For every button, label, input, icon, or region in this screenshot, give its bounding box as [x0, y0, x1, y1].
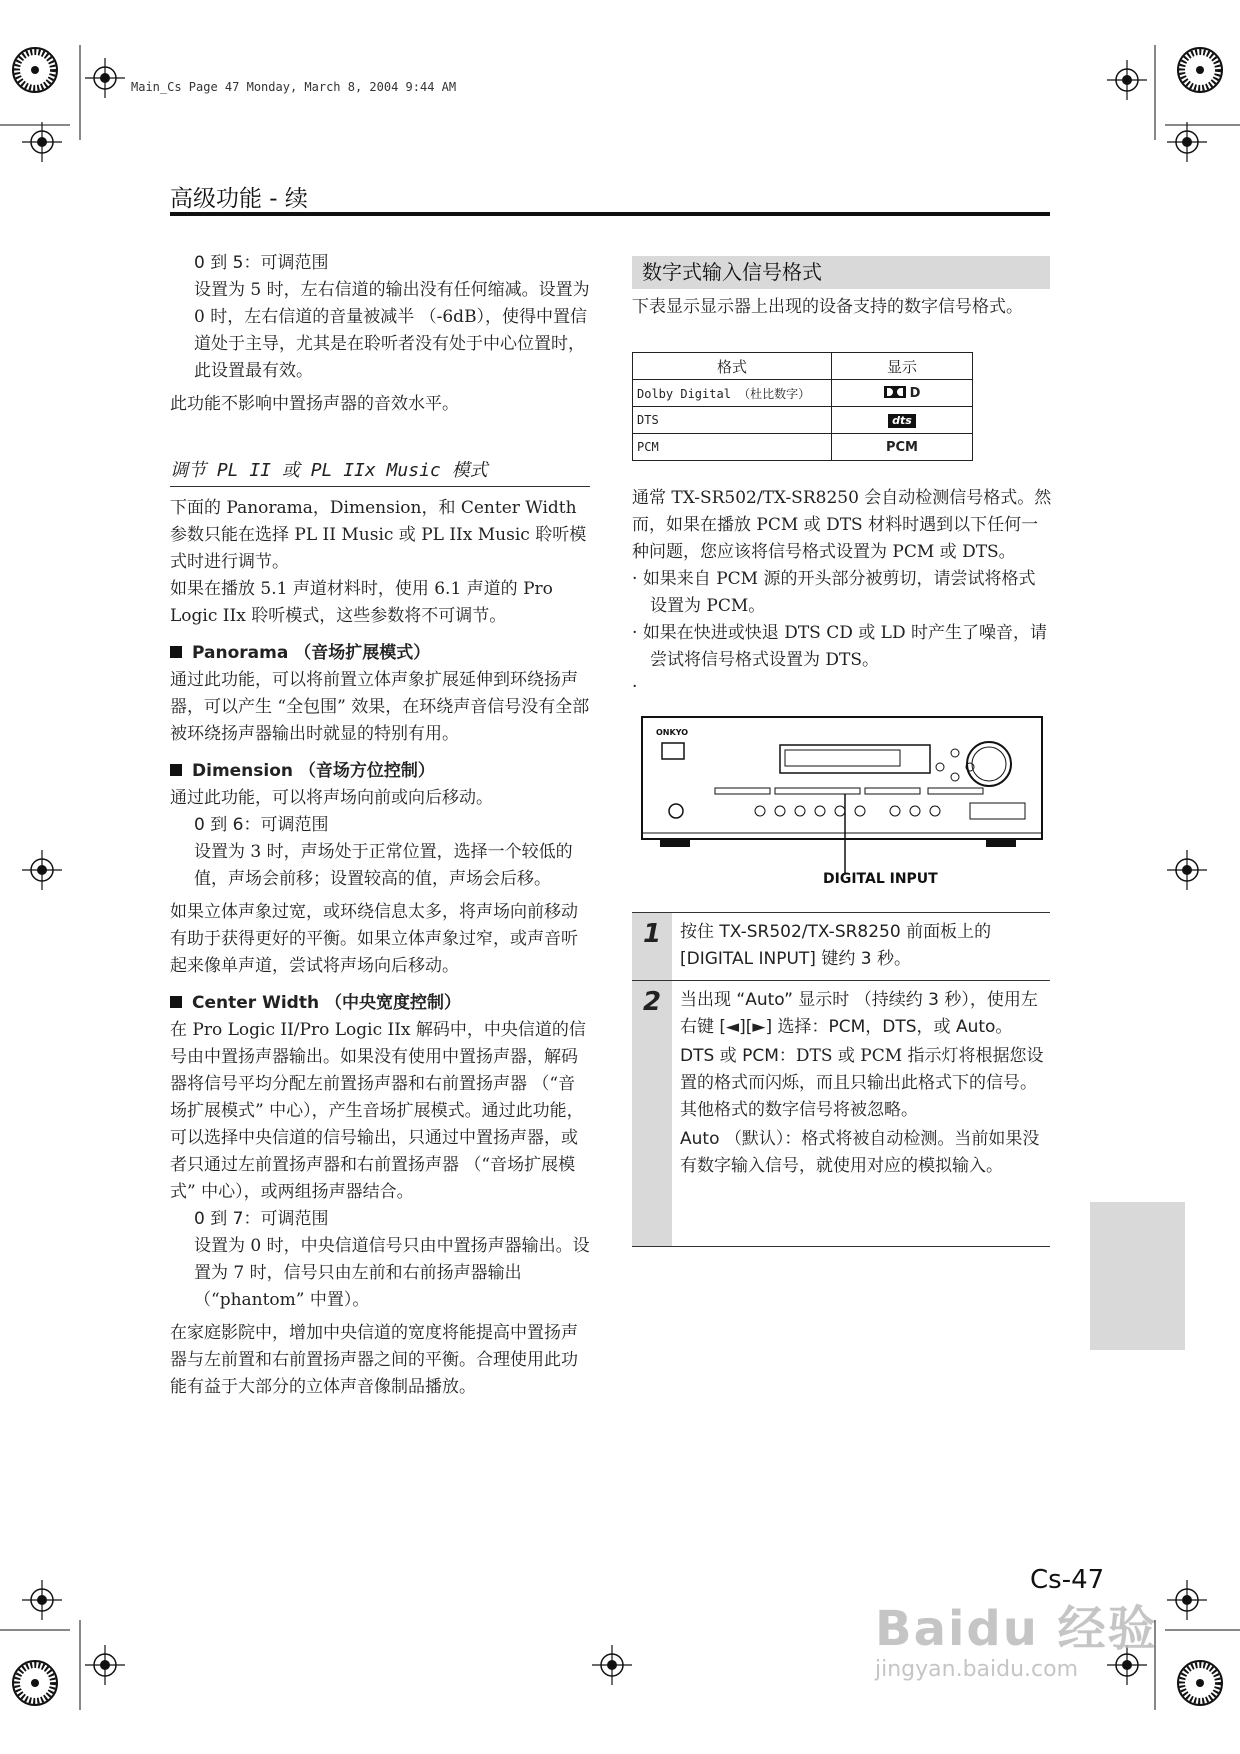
bullet-item: · 如果在快进或快退 DTS CD 或 LD 时产生了噪音，请尝试将信号格式设置为 DTS。: [632, 623, 1048, 670]
table-row: [633, 380, 973, 407]
dts-logo-icon: dts: [888, 414, 916, 428]
dts-pcm-text: DTS 或 PCM 指示灯将根据您设置的格式而闪烁，而且只输出此格式下的信号。其他格式的数字信号将被忽略。: [680, 1046, 1044, 1120]
range1-label: 0 到 5：可调范围: [194, 253, 329, 273]
table-cell-format: DTS: [633, 407, 832, 434]
square-bullet-icon: [170, 646, 182, 658]
side-tab: [1090, 1202, 1185, 1350]
page-title: 高级功能 - 续: [170, 186, 308, 212]
auto-text: 格式将被自动检测。当前如果没有数字输入信号，就使用对应的模拟输入。: [680, 1129, 1040, 1176]
dimension-heading: Dimension （音场方位控制）: [170, 756, 590, 781]
dolby-logo-icon: [884, 386, 906, 398]
title-rule: [170, 212, 1050, 216]
range2-text: 设置为 3 时，声场处于正常位置，选择一个较低的值，声场会前移；设置较高的值，声场会后移。: [194, 842, 573, 889]
range3-label: 0 到 7：可调范围: [194, 1209, 329, 1229]
dimension-paragraph-2: 如果立体声象过宽，或环绕信息太多，将声场向前移动有助于获得更好的平衡。如果立体声象过窄，或声音听起来像单声道，尝试将声场向后移动。: [170, 902, 578, 976]
pl-section-heading: 调节 PL II 或 PL IIx Music 模式: [170, 456, 590, 487]
table-header-row: [633, 353, 973, 380]
square-bullet-icon: [170, 764, 182, 776]
table-cell-display: PCM: [832, 434, 973, 461]
table-header: 格式: [633, 353, 832, 380]
step-number: 1: [632, 913, 672, 981]
step-2: [632, 980, 1050, 1247]
step-number: 2: [632, 981, 672, 1246]
panorama-heading: Panorama （音场扩展模式）: [170, 638, 590, 663]
page-number: Cs-47: [1030, 1565, 1105, 1595]
bullet-item: · 如果来自 PCM 源的开头部分被剪切，请尝试将格式设置为 PCM。: [632, 569, 1036, 616]
range2-label: 0 到 6：可调范围: [194, 815, 329, 835]
right-body: [632, 485, 1052, 701]
receiver-front-panel-illustration: [640, 715, 1050, 895]
center-width-heading: Center Width （中央宽度控制）: [170, 988, 590, 1013]
square-bullet-icon: [170, 996, 182, 1008]
auto-label: Auto （默认）：: [680, 1129, 802, 1149]
brand-logo: ONKYO: [656, 728, 689, 737]
section-title: 数字式输入信号格式: [632, 256, 1050, 289]
dts-pcm-label: DTS 或 PCM：: [680, 1046, 796, 1066]
pl-paragraph-2: 如果在播放 5.1 声道材料时，使用 6.1 声道的 Pro Logic IIx 聆听模式，这些参数将不可调节。: [170, 579, 553, 626]
center-width-paragraph: 在 Pro Logic II/Pro Logic IIx 解码中，中央信道的信号由中置扬声器输出。如果没有使用中置扬声器，解码器将信号平均分配左前置扬声器和右前置扬声器 （“音场扩展模式” 中心），产生音场扩展模式。通过此功能，可以选择中央信道的信号输出，只通过中置扬声器，或者只通过左前置扬声器和右前置扬声器 （“音场扩展模式” 中心），或两组扬声器结合。: [170, 1020, 586, 1202]
table-header: 显示: [832, 353, 973, 380]
step-1: [632, 912, 1050, 981]
bullet-item: ·: [632, 677, 638, 697]
table-row: [633, 407, 973, 434]
format-table: [632, 352, 973, 461]
pl-paragraph-1: 下面的 Panorama，Dimension，和 Center Width 参数只能在选择 PL II Music 或 PL IIx Music 聆听模式时进行调节。: [170, 498, 587, 572]
range1-text: 设置为 5 时，左右信道的输出没有任何缩减。设置为 0 时，左右信道的音量被减半 （-6dB），使得中置信道处于主导，尤其是在聆听者没有处于中心位置时，此设置最有效。: [194, 280, 590, 381]
table-cell-format: Dolby Digital （杜比数字）: [633, 380, 832, 407]
watermark: Baidu 经验 jingyan.baidu.com: [875, 1601, 1158, 1682]
table-row: [633, 434, 973, 461]
center-width-paragraph-2: 在家庭影院中，增加中央信道的宽度将能提高中置扬声器与左前置和右前置扬声器之间的平衡。合理使用此功能有益于大部分的立体声音像制品播放。: [170, 1323, 578, 1397]
note-paragraph: 此功能不影响中置扬声器的音效水平。: [170, 394, 459, 414]
header-meta: Main_Cs Page 47 Monday, March 8, 2004 9:44 AM: [131, 80, 457, 94]
step-text: 当出现 “Auto” 显示时 （持续约 3 秒），使用左右键 [◄][►] 选择：PCM，DTS，或 Auto。 DTS 或 PCM：DTS 或 PCM 指示灯将根据您设置的格式而闪烁，而且只输出此格式下的信号。其他格式的数字信号将被忽略。 Auto （默认）：格式将被自动检测。当前如果没有数字输入信号，就使用对应的模拟输入。: [680, 990, 1044, 1176]
table-cell-format: PCM: [633, 434, 832, 461]
table-cell-display: [832, 407, 973, 434]
panorama-paragraph: 通过此功能，可以将前置立体声象扩展延伸到环绕扬声器，可以产生 “全包围” 效果，在环绕声音信号没有全部被环绕扬声器输出时就显的特别有用。: [170, 670, 590, 744]
format-paragraph: 通常 TX-SR502/TX-SR8250 会自动检测信号格式。然而，如果在播放 PCM 或 DTS 材料时遇到以下任何一种问题，您应该将信号格式设置为 PCM 或 DTS。: [632, 488, 1052, 562]
step-text: 按住 TX-SR502/TX-SR8250 前面板上的 [DIGITAL INPUT] 键约 3 秒。: [680, 922, 992, 969]
table-cell-display: D: [832, 380, 973, 407]
intro-paragraph: 下表显示显示器上出现的设备支持的数字信号格式。: [632, 297, 1023, 317]
range3-text: 设置为 0 时，中央信道信号只由中置扬声器输出。设置为 7 时，信号只由左前和右前扬声器输出 （“phantom” 中置）。: [194, 1236, 590, 1310]
digital-input-label: DIGITAL INPUT: [823, 871, 938, 887]
dimension-paragraph: 通过此功能，可以将声场向前或向后移动。: [170, 788, 493, 808]
left-column: [170, 250, 590, 1401]
